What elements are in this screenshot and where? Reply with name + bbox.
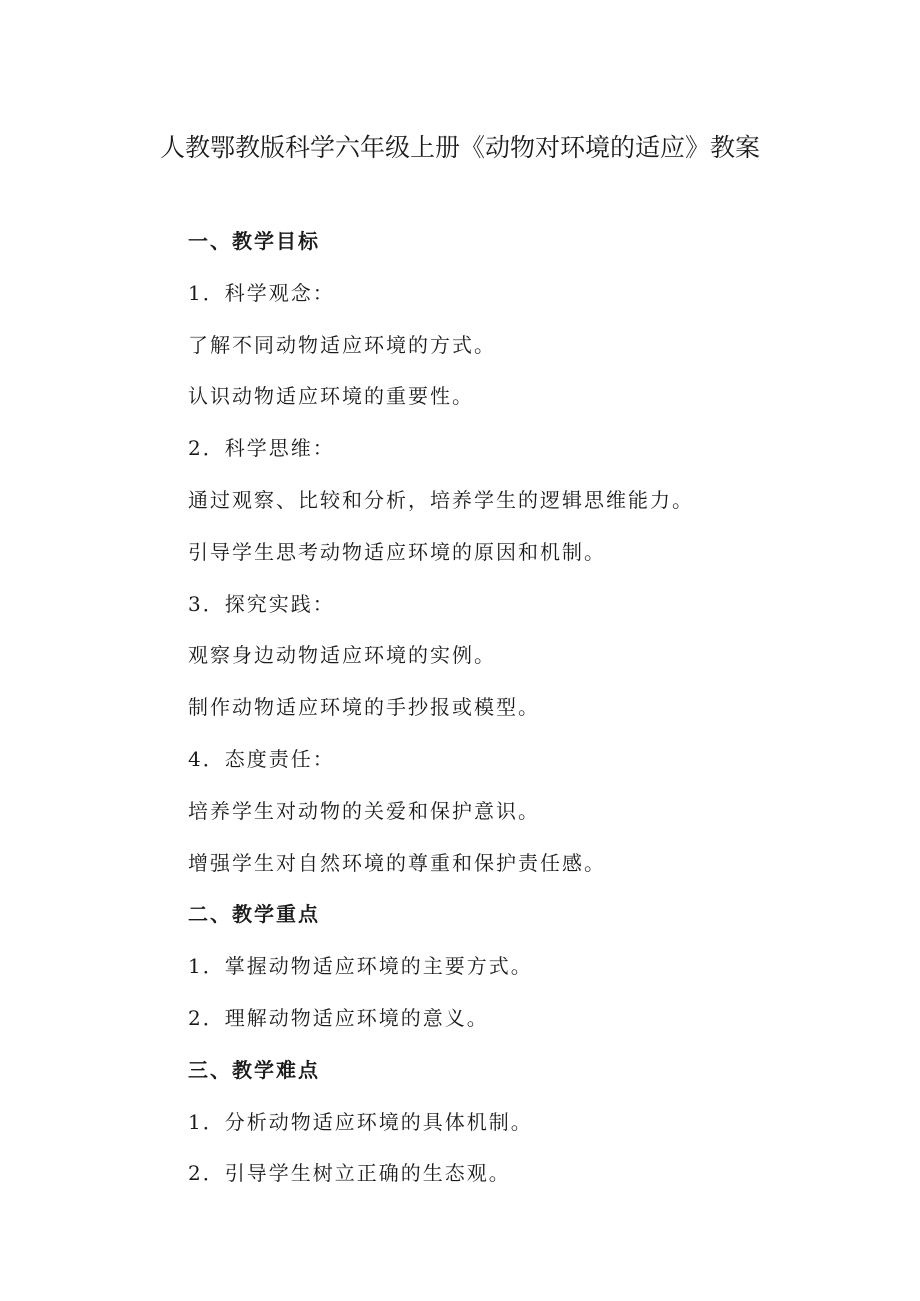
paragraph: 增强学生对自然环境的尊重和保护责任感。: [188, 850, 606, 875]
paragraph: 制作动物适应环境的手抄报或模型。: [188, 695, 540, 720]
document-title: 人教鄂教版科学六年级上册《动物对环境的适应》教案: [159, 133, 760, 162]
document-body: [188, 216, 848, 1200]
list-item: 1．分析动物适应环境的具体机制。: [188, 1109, 533, 1134]
list-item: 1．掌握动物适应环境的主要方式。: [188, 954, 533, 979]
section-heading-difficulties: 三、教学难点: [188, 1057, 320, 1082]
objective-4-heading: 4．态度责任：: [188, 746, 335, 771]
objective-1-heading: 1．科学观念：: [188, 280, 335, 305]
paragraph: 认识动物适应环境的重要性。: [188, 384, 474, 409]
section-heading-key-points: 二、教学重点: [188, 902, 320, 927]
paragraph: 引导学生思考动物适应环境的原因和机制。: [188, 539, 606, 564]
paragraph: 了解不同动物适应环境的方式。: [188, 332, 496, 357]
objective-3-heading: 3．探究实践：: [188, 591, 335, 616]
objective-2-heading: 2．科学思维：: [188, 436, 335, 461]
paragraph: 观察身边动物适应环境的实例。: [188, 643, 496, 668]
paragraph: 通过观察、比较和分析，培养学生的逻辑思维能力。: [188, 487, 694, 512]
paragraph: 培养学生对动物的关爱和保护意识。: [188, 798, 540, 823]
list-item: 2．引导学生树立正确的生态观。: [188, 1161, 511, 1186]
section-heading-objectives: 一、教学目标: [188, 229, 320, 253]
list-item: 2．理解动物适应环境的意义。: [188, 1005, 489, 1030]
